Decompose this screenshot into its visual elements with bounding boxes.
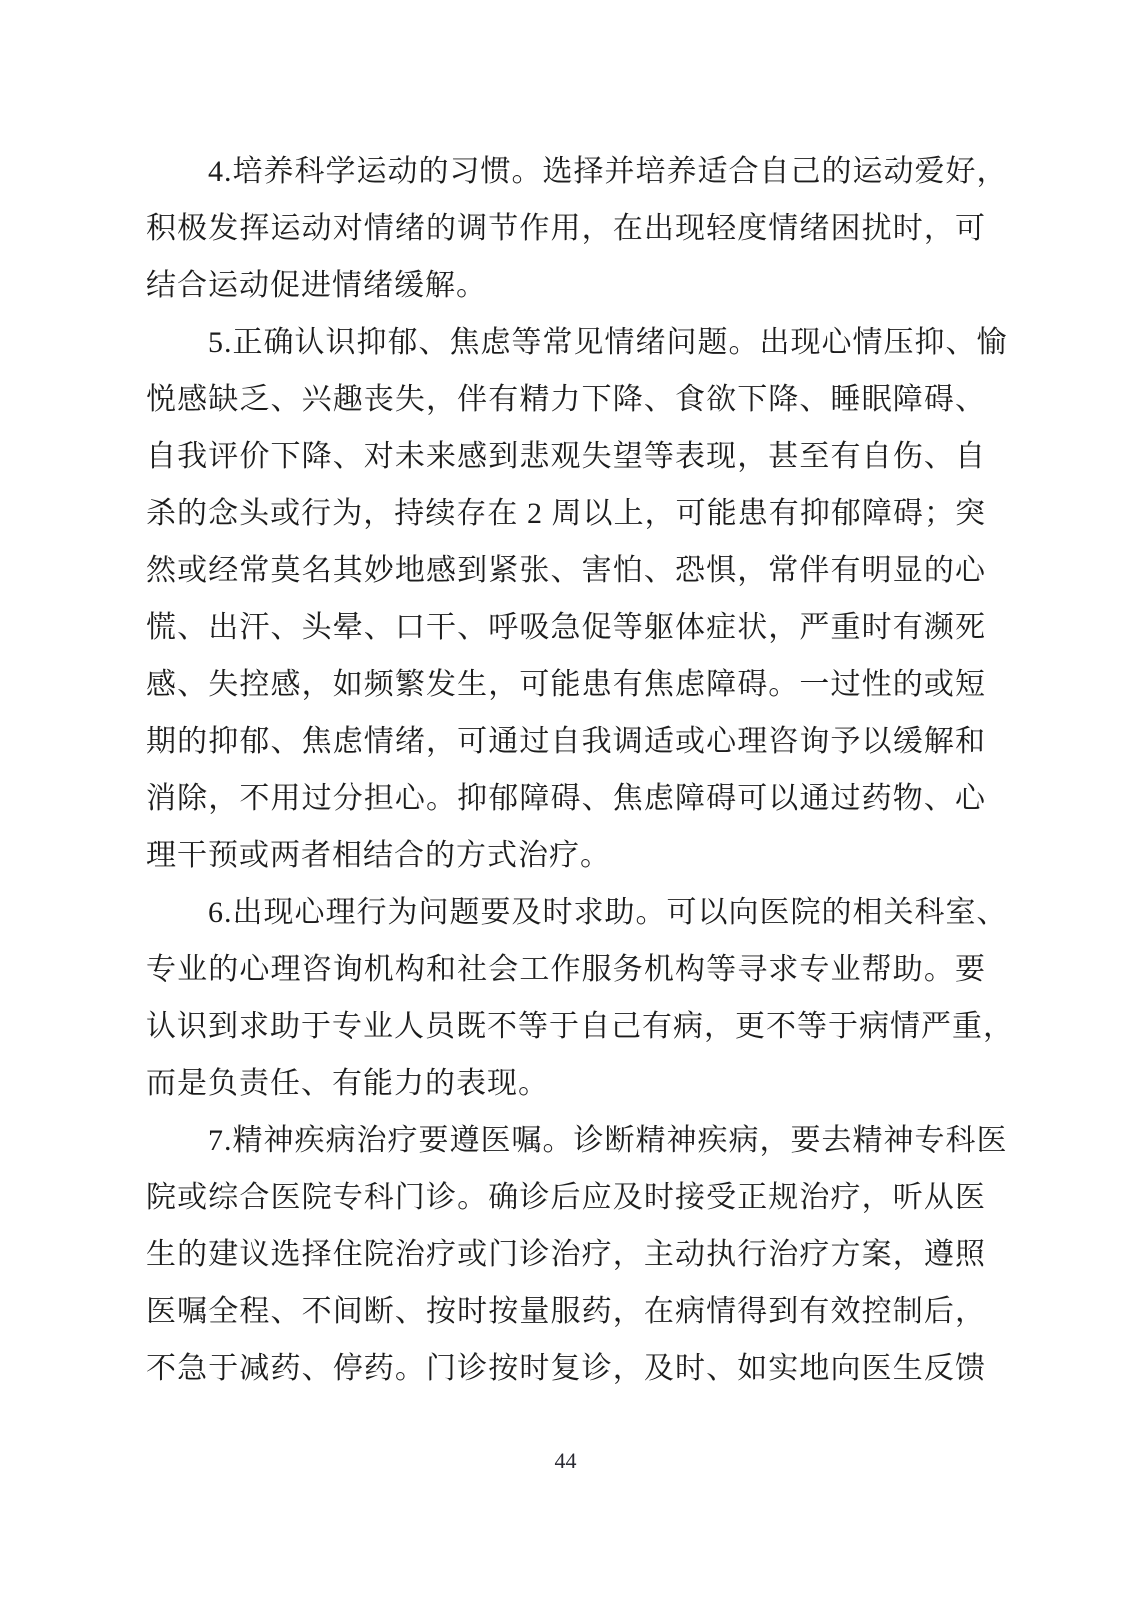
text-line: 7.精神疾病治疗要遵医嘱。诊断精神疾病，要去精神专科医	[208, 1124, 1008, 1157]
text-line: 消除，不用过分担心。抑郁障碍、焦虑障碍可以通过药物、心	[146, 782, 986, 815]
text-line: 感、失控感，如频繁发生，可能患有焦虑障碍。一过性的或短	[146, 668, 986, 701]
text-line: 不急于减药、停药。门诊按时复诊，及时、如实地向医生反馈	[146, 1352, 986, 1385]
text-line: 认识到求助于专业人员既不等于自己有病，更不等于病情严重，	[146, 1010, 1014, 1043]
document-body	[146, 143, 1014, 1397]
text-line: 专业的心理咨询机构和社会工作服务机构等寻求专业帮助。要	[146, 953, 986, 986]
text-line: 杀的念头或行为，持续存在 2 周以上，可能患有抑郁障碍；突	[146, 497, 986, 530]
text-line: 5.正确认识抑郁、焦虑等常见情绪问题。出现心情压抑、愉	[208, 326, 1008, 359]
text-line: 然或经常莫名其妙地感到紧张、害怕、恐惧，常伴有明显的心	[146, 554, 986, 587]
text-line: 医嘱全程、不间断、按时按量服药，在病情得到有效控制后，	[146, 1295, 986, 1328]
text-line: 悦感缺乏、兴趣丧失，伴有精力下降、食欲下降、睡眠障碍、	[146, 383, 986, 416]
text-line: 期的抑郁、焦虑情绪，可通过自我调适或心理咨询予以缓解和	[146, 725, 986, 758]
text-line: 积极发挥运动对情绪的调节作用，在出现轻度情绪困扰时，可	[146, 212, 986, 245]
text-line: 慌、出汗、头晕、口干、呼吸急促等躯体症状，严重时有濒死	[146, 611, 986, 644]
page-number: 44	[554, 1448, 577, 1473]
text-line: 理干预或两者相结合的方式治疗。	[146, 839, 611, 872]
text-line: 4.培养科学运动的习惯。选择并培养适合自己的运动爱好，	[208, 155, 1008, 188]
text-line: 生的建议选择住院治疗或门诊治疗，主动执行治疗方案，遵照	[146, 1238, 986, 1271]
text-line: 结合运动促进情绪缓解。	[146, 269, 487, 302]
text-line: 自我评价下降、对未来感到悲观失望等表现，甚至有自伤、自	[146, 440, 986, 473]
text-line: 6.出现心理行为问题要及时求助。可以向医院的相关科室、	[208, 896, 1008, 929]
text-line: 院或综合医院专科门诊。确诊后应及时接受正规治疗，听从医	[146, 1181, 986, 1214]
text-line: 而是负责任、有能力的表现。	[146, 1067, 549, 1100]
